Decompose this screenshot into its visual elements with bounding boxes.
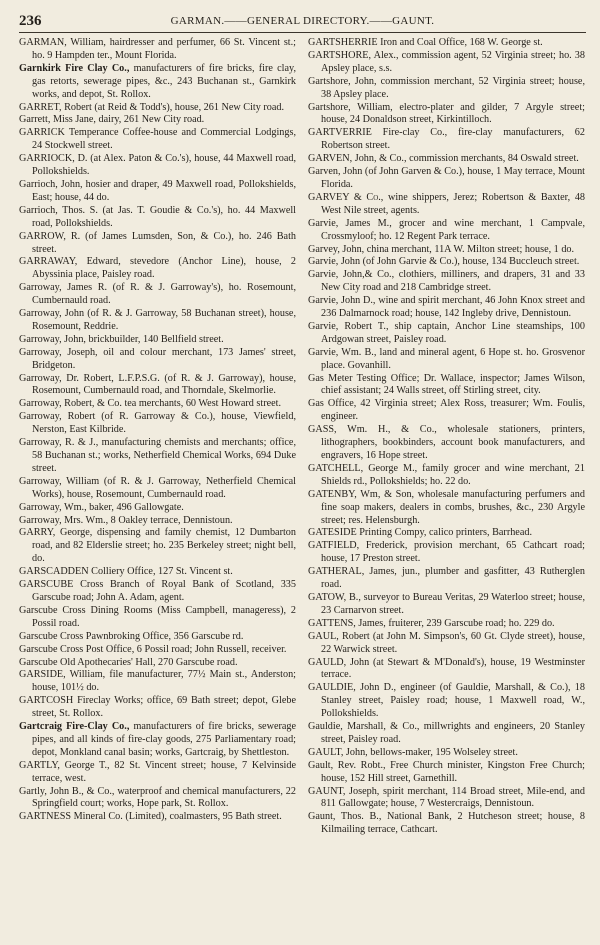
entry-name: GARTVERRIE xyxy=(308,127,372,139)
entry-name: Garscube xyxy=(19,643,58,655)
directory-entry xyxy=(308,244,585,257)
directory-entry xyxy=(19,179,296,205)
entry-details: George, dispensing and family chemist, 12 Dumbarton road, and 82 Elderslie street; ho. 235 Berkeley street; night bell, do. xyxy=(32,527,296,565)
entry-details: Robert (at Reid & Todd's), house, 261 New City road. xyxy=(61,101,285,113)
directory-entry xyxy=(308,489,585,528)
entry-name: Gaunt, xyxy=(308,811,336,823)
entry-name: Garroway, xyxy=(19,437,62,449)
page-header xyxy=(19,12,586,33)
entry-name: Garrett, xyxy=(19,114,51,126)
directory-entry xyxy=(308,527,585,540)
directory-entry xyxy=(308,631,585,657)
directory-entry xyxy=(19,515,296,528)
entry-name: GARTSHERRIE xyxy=(308,37,378,48)
directory-entry xyxy=(308,269,585,295)
entry-name: GARRICK xyxy=(19,127,65,139)
directory-entry xyxy=(19,334,296,347)
directory-entry xyxy=(308,37,585,50)
directory-entry xyxy=(308,721,585,747)
entry-name: Garroway, xyxy=(19,308,62,320)
entry-details: Iron and Coal Office, 168 W. George st. xyxy=(377,37,543,48)
entry-name: Gartcraig Fire-Clay Co., xyxy=(19,721,130,733)
entry-details: James R. (of R. & J. Garroway's), ho. Rosemount, Cumbernauld road. xyxy=(32,282,296,307)
entry-details: Fireclay Works; office, 69 Bath street; depot, Glebe street, St. Rollox. xyxy=(32,695,296,720)
entry-name: GAULT, xyxy=(308,746,344,758)
entry-details: manufacturers of fire bricks, fire clay, gas retorts, sewerage pipes, &c., 243 Buchanan st., Garnkirk works, and depot, St. Rollox. xyxy=(32,62,296,100)
entry-name: Garroway, xyxy=(19,372,62,384)
entry-details: William, electro-plater and gilder, 7 Argyle street; house, 24 Donaldson street, Kirkintilloch. xyxy=(321,101,585,126)
entry-name: Garvie, xyxy=(308,346,339,358)
entry-details: Mrs. Wm., 8 Oakley terrace, Dennistoun. xyxy=(61,514,233,526)
entry-details: John D., engineer (of Gauldie, Marshall, & Co.), 18 Stanley street, Paisley road; house, 1 Maxwell road, W., Pollokshields. xyxy=(321,682,585,720)
entry-name: GARTCOSH xyxy=(19,695,74,707)
entry-details: manufacturers of fire bricks, sewerage pipes, and all kinds of fire-clay goods, 275 Parliamentary road; depot, Monkland canal basin; works, Gartcraig, by Shettleston. xyxy=(32,721,296,758)
directory-entry xyxy=(19,153,296,179)
entry-name: GARMAN, xyxy=(19,37,67,48)
entry-details: Robert (at John M. Simpson's, 60 Gt. Clyde street), house, 22 Warwick street. xyxy=(321,630,585,655)
entry-name: Garscube xyxy=(19,656,58,668)
directory-entry xyxy=(19,282,296,308)
directory-entry xyxy=(308,256,585,269)
entry-name: Garrioch, xyxy=(19,178,58,190)
entry-details: Edward, stevedore (Anchor Line), house, 2 Abyssinia place, Paisley road. xyxy=(32,256,296,281)
directory-entry xyxy=(19,631,296,644)
entry-details: John B., & Co., waterproof and chemical manufacturers, 22 Springfield court; works, Hope park, St. Rollox. xyxy=(32,785,296,810)
right-column xyxy=(308,37,585,837)
directory-entry xyxy=(19,256,296,282)
directory-entry xyxy=(19,476,296,502)
entry-name: GARTLY, xyxy=(19,759,60,771)
entry-details: John, brickbuilder, 140 Bellfield street. xyxy=(61,333,224,345)
entry-details: John (of John Garven & Co.), house, 1 May terrace, Mount Florida. xyxy=(321,166,585,190)
entry-details: John,& Co., clothiers, milliners, and drapers, 31 and 33 New City road and 218 Cambridge street. xyxy=(321,269,585,294)
entry-name: GAUL, xyxy=(308,630,339,642)
directory-entry xyxy=(308,373,585,399)
directory-entry xyxy=(308,618,585,631)
directory-entry xyxy=(308,540,585,566)
entry-name: Gas xyxy=(308,372,324,384)
entry-details: Frederick, provision merchant, 65 Cathcart road; house, 17 Preston street. xyxy=(321,540,585,565)
entry-name: Garvie, xyxy=(308,256,339,268)
directory-entry xyxy=(19,437,296,476)
directory-entry xyxy=(308,347,585,373)
entry-name: GARRAWAY, xyxy=(19,256,78,268)
entry-details: Wm., baker, 496 Gallowgate. xyxy=(61,501,184,513)
entry-details: Wm. B., land and mineral agent, 6 Hope st. ho. Grosvenor place. Govanhill. xyxy=(321,346,585,371)
entry-details: John (at Stewart & M'Donald's), house, 19 Westminster terrace. xyxy=(321,656,585,681)
directory-entry xyxy=(19,373,296,399)
entry-details: Alex., commission agent, 52 Virginia street; ho. 38 Apsley place, s.s. xyxy=(321,49,585,74)
entry-details: Joseph, oil and colour merchant, 173 James' street, Bridgeton. xyxy=(32,346,296,371)
entry-name: GARSCUBE xyxy=(19,579,74,591)
entry-name: GAUNT, xyxy=(308,785,346,797)
entry-details: Meter Testing Office; Dr. Wallace, inspector; James Wilson, chief assistant; 24 Walls street, off Stirling street, city. xyxy=(321,372,585,397)
entry-name: GATESIDE xyxy=(308,527,357,539)
entry-name: Gartshore, xyxy=(308,75,351,87)
entry-details: Dr. Robert, L.F.P.S.G. (of R. & J. Garroway), house, Rosemount, Cumbernauld road, and Thorndale, Skelmorlie. xyxy=(32,372,296,397)
entry-name: GAULDIE, xyxy=(308,682,356,694)
directory-entry xyxy=(19,102,296,115)
entry-name: GARVEY & Co., xyxy=(308,191,384,203)
entry-details: Office, 42 Virginia street; Alex Ross, treasurer; Wm. Foulis, engineer. xyxy=(321,398,585,423)
directory-entry xyxy=(308,747,585,760)
entry-details: Robert (of R. Garroway & Co.), house, Viewfield, Nerston, East Kilbride. xyxy=(32,411,296,436)
directory-entry xyxy=(308,321,585,347)
directory-entry xyxy=(19,308,296,334)
entry-name: GARRY, xyxy=(19,527,56,539)
directory-entry xyxy=(19,669,296,695)
entry-details: Mineral Co. (Limited), coalmasters, 95 Bath street. xyxy=(71,811,282,823)
entry-name: GASS, xyxy=(308,424,337,436)
directory-entry xyxy=(308,102,585,128)
entry-name: Garroway, xyxy=(19,514,62,526)
entry-name: Garroway, xyxy=(19,501,62,513)
entry-details: D. (at Alex. Paton & Co.'s), house, 44 Maxwell road, Pollokshields. xyxy=(32,153,296,178)
entry-name: Garscube xyxy=(19,604,58,616)
directory-entry xyxy=(19,231,296,257)
entry-details: R. & J., manufacturing chemists and merchants; office, 58 Buchanan st.; works, Netherfield Chemical Works, 694 Duke street. xyxy=(32,437,296,474)
entry-name: GARTNESS xyxy=(19,811,72,823)
entry-name: GAULD, xyxy=(308,656,347,668)
entry-details: Joseph, spirit merchant, 114 Broad street, Mile-end, and 811 Gallowgate; house, 7 Westercraigs, Dennistoun. xyxy=(321,785,585,810)
entry-name: Garvie, xyxy=(308,269,339,281)
entry-name: Gault, xyxy=(308,759,334,771)
entry-details: R. (of James Lumsden, Son, & Co.), ho. 246 Bath street. xyxy=(32,230,296,255)
entry-details: Rev. Robt., Free Church minister, Kingston Free Church; house, 152 Hill street, Garnethill. xyxy=(321,759,585,784)
page-number: 236 xyxy=(19,13,42,29)
directory-entry xyxy=(19,127,296,153)
entry-details: John (of John Garvie & Co.), house, 134 Buccleuch street. xyxy=(338,256,580,268)
entry-details: George M., family grocer and wine merchant, 21 Shields rd., Pollokshields; ho. 22 do. xyxy=(321,462,585,487)
directory-entry xyxy=(19,502,296,515)
directory-entry xyxy=(308,127,585,153)
directory-entry xyxy=(19,579,296,605)
entry-details: William (of R. & J. Garroway, Netherfield Chemical Works), house, Rosemount, Cumbernauld road. xyxy=(32,475,296,500)
entry-name: GARRET, xyxy=(19,101,62,113)
entry-name: Garroway, xyxy=(19,411,62,423)
entry-name: GATCHELL, xyxy=(308,462,364,474)
directory-entry xyxy=(19,398,296,411)
entry-details: Wm, & Son, wholesale manufacturing perfumers and fine soap makers, dealers in combs, brushes, &c., 230 Argyle street; res. Helensburgh. xyxy=(321,488,585,526)
directory-entry xyxy=(308,192,585,218)
directory-entry xyxy=(308,153,585,166)
entry-details: George T., 82 St. Vincent street; house, 7 Kelvinside terrace, west. xyxy=(32,759,296,784)
entry-name: Garroway, xyxy=(19,475,62,487)
directory-entry xyxy=(19,63,296,102)
directory-entry xyxy=(19,605,296,631)
directory-entry xyxy=(308,786,585,812)
entry-details: Marshall, & Co., millwrights and engineers, 20 Stanley street, Paisley road. xyxy=(321,721,585,745)
entry-details: James, jun., plumber and gasfitter, 43 Rutherglen road. xyxy=(321,566,585,591)
directory-entry xyxy=(19,114,296,127)
directory-entry xyxy=(308,424,585,463)
entry-details: B., surveyor to Bureau Veritas, 29 Waterloo street; house, 23 Carnarvon street. xyxy=(321,591,585,616)
entry-name: Garroway, xyxy=(19,346,62,358)
directory-entry xyxy=(308,295,585,321)
entry-details: Cross Dining Rooms (Miss Campbell, manageress), 2 Possil road. xyxy=(32,604,296,629)
entry-details: Temperance Coffee-house and Commercial Lodgings, 24 Stockwell street. xyxy=(32,127,296,152)
entry-name: Garscube xyxy=(19,630,58,642)
directory-entry xyxy=(308,50,585,76)
entry-details: John D., wine and spirit merchant, 46 John Knox street and 236 Dalmarnock road; house, 142 Ingleby drive, Dennistoun. xyxy=(321,295,585,320)
directory-entry xyxy=(19,644,296,657)
entry-name: GATFIELD, xyxy=(308,540,360,552)
entry-name: GARVEN, xyxy=(308,153,353,165)
entry-details: James M., grocer and wine merchant, 1 Campvale, Crossmyloof; ho. 12 Regent Park terrace. xyxy=(321,217,585,242)
entry-details: Old Apothecaries' Hall, 270 Garscube road. xyxy=(57,656,238,668)
directory-entry xyxy=(19,695,296,721)
entry-name: GARSCADDEN xyxy=(19,566,89,578)
directory-entry xyxy=(308,592,585,618)
entry-name: Garvey, xyxy=(308,243,340,255)
entry-name: Gartshore, xyxy=(308,101,351,113)
entry-details: Thos. S. (at Jas. T. Goudie & Co.'s), ho. 44 Maxwell road, Pollokshields. xyxy=(32,204,296,229)
entry-details: Cross Branch of Royal Bank of Scotland, 335 Garscube road; John A. Adam, agent. xyxy=(32,579,296,603)
entry-name: GARROW, xyxy=(19,230,66,242)
entry-details: John, commission merchant, 52 Virginia street; house, 38 Apsley place. xyxy=(321,75,585,100)
directory-entry xyxy=(19,411,296,437)
entry-name: Garrioch, xyxy=(19,204,58,216)
entry-details: John, hosier and draper, 49 Maxwell road, Pollokshields, East; house, 44 do. xyxy=(32,178,296,203)
entry-details: John (of R. & J. Garroway, 58 Buchanan street), house, Rosemount, Reddrie. xyxy=(32,308,296,332)
entry-name: Garroway, xyxy=(19,333,62,345)
running-title: GARMAN.——GENERAL DIRECTORY.——GAUNT. xyxy=(170,15,435,27)
entry-details: Printing Compy, calico printers, Barrhead. xyxy=(356,527,532,539)
entry-name: GATOW, xyxy=(308,591,347,603)
directory-entry xyxy=(308,811,585,837)
entry-details: Wm. H., & Co., wholesale stationers, printers, lithographers, bookbinders, account book manufacturers, and engravers, 16 Hope street. xyxy=(321,424,585,461)
entry-details: William, file manufacturer, 77½ Main st., Anderston; house, 101½ do. xyxy=(32,669,296,694)
directory-entry xyxy=(308,566,585,592)
entry-name: Garvie, xyxy=(308,295,339,307)
directory-entry xyxy=(308,682,585,721)
entry-details: Colliery Office, 127 St. Vincent st. xyxy=(88,566,233,578)
entry-details: wine shippers, Jerez; Robertson & Baxter, 48 West Nile street, agents. xyxy=(321,191,585,216)
directory-entry xyxy=(308,657,585,683)
entry-name: Garroway, xyxy=(19,398,62,410)
entry-name: GARRIOCK, xyxy=(19,153,75,165)
entry-details: Miss Jane, dairy, 261 New City road. xyxy=(50,114,205,126)
entry-name: Garnkirk Fire Clay Co., xyxy=(19,62,130,74)
entry-details: John, china merchant, 11A W. Milton street; house, 1 do. xyxy=(339,243,575,255)
directory-entry xyxy=(19,205,296,231)
entry-name: Gartly, xyxy=(19,785,47,797)
entry-details: John, bellows-maker, 195 Wolseley street. xyxy=(343,746,518,758)
entry-details: Cross Post Office, 6 Possil road; John Russell, receiver. xyxy=(57,643,287,655)
entry-name: Gauldie, xyxy=(308,721,343,733)
directory-entry xyxy=(19,657,296,670)
directory-entry xyxy=(19,721,296,760)
entry-name: Garven, xyxy=(308,166,341,178)
entry-name: GARSIDE, xyxy=(19,669,66,681)
entry-name: Gas xyxy=(308,398,324,410)
entry-details: Robert T., ship captain, Anchor Line steamships, 100 Ardgowan street, Paisley road. xyxy=(321,320,585,345)
directory-entry xyxy=(19,347,296,373)
directory-entry xyxy=(19,566,296,579)
directory-entry xyxy=(19,811,296,824)
directory-entry xyxy=(308,166,585,192)
entry-name: GARTSHORE, xyxy=(308,49,372,61)
entry-details: Fire-clay Co., fire-clay manufacturers, 62 Robertson street. xyxy=(321,127,585,152)
directory-entry xyxy=(308,76,585,102)
entry-name: GATHERAL, xyxy=(308,566,365,578)
entry-details: William, hairdresser and perfumer, 66 St. Vincent st.; ho. 9 Hampden ter., Mount Florida. xyxy=(32,37,296,61)
entry-details: John, & Co., commission merchants, 84 Oswald street. xyxy=(352,153,579,165)
entry-name: GATTENS, xyxy=(308,617,356,629)
left-column xyxy=(19,37,296,837)
entry-name: GATENBY, xyxy=(308,488,357,500)
entry-name: Garroway, xyxy=(19,282,62,294)
entry-name: Garvie, xyxy=(308,320,339,332)
directory-entry xyxy=(308,398,585,424)
columns xyxy=(19,37,586,837)
directory-entry xyxy=(308,218,585,244)
entry-details: Thos. B., National Bank, 2 Hutcheson street; house, 8 Kilmailing terrace, Cathcart. xyxy=(321,811,585,836)
directory-entry xyxy=(19,760,296,786)
directory-entry xyxy=(308,760,585,786)
directory-entry xyxy=(19,786,296,812)
directory-entry xyxy=(308,463,585,489)
entry-details: James, fruiterer, 239 Garscube road; ho. 229 do. xyxy=(355,617,555,629)
entry-details: Cross Pawnbroking Office, 356 Garscube rd. xyxy=(57,630,244,642)
directory-entry xyxy=(19,527,296,566)
directory-entry xyxy=(19,37,296,63)
entry-details: Robert, & Co. tea merchants, 60 West Howard street. xyxy=(61,398,282,410)
entry-name: Garvie, xyxy=(308,217,339,229)
